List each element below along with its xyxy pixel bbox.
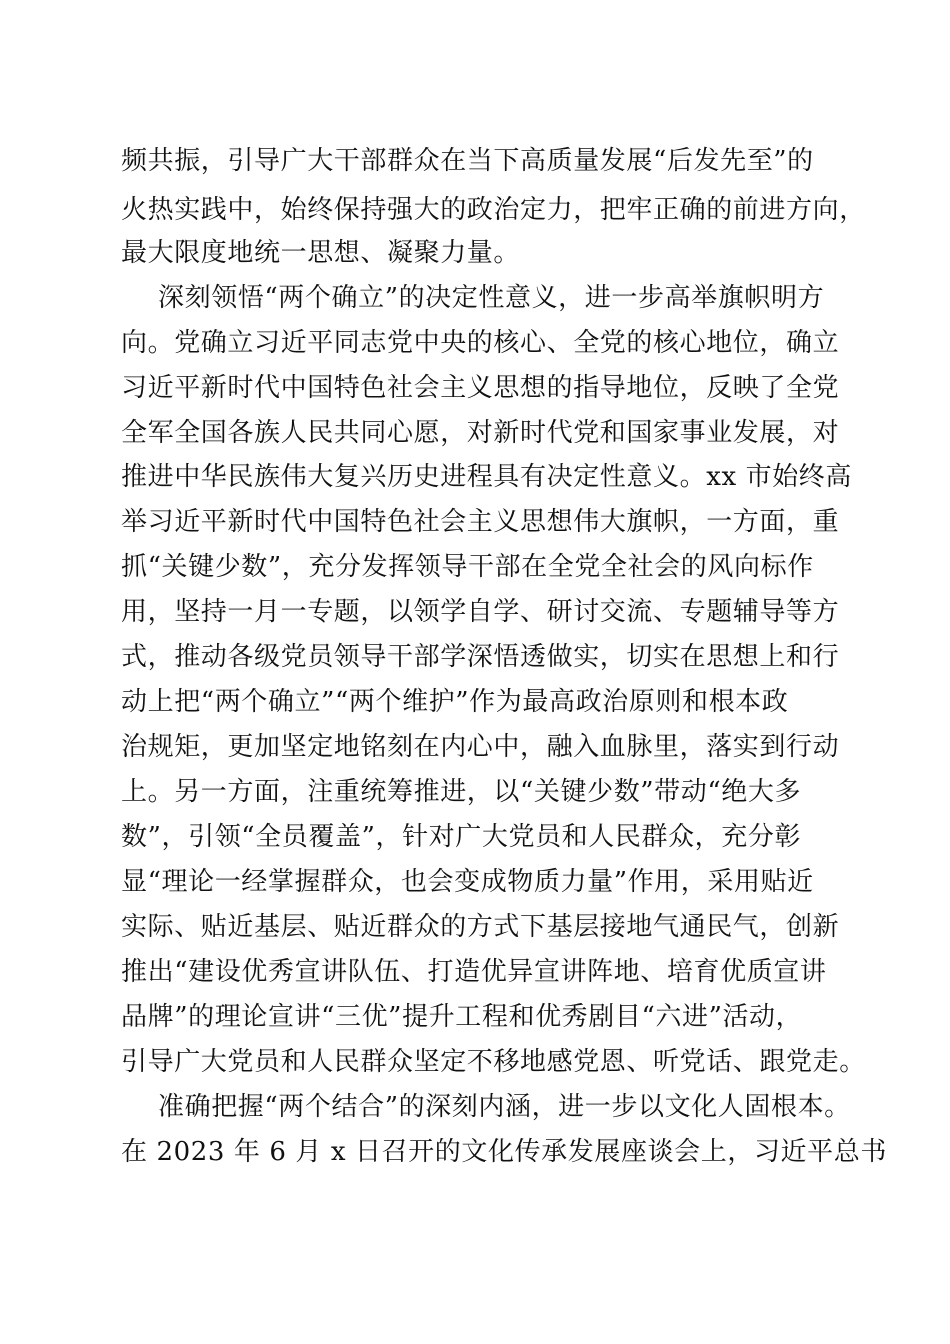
text-line-18: 实际、贴近基层、贴近群众的方式下基层接地气通民气，创新 (121, 912, 840, 942)
text-line-9: 举习近平新时代中国特色社会主义思想伟大旗帜，一方面，重 (121, 507, 840, 537)
text-line-3: 最大限度地统一思想、凝聚力量。 (121, 238, 521, 268)
text-line-2: 火热实践中，始终保持强大的政治定力，把牢正确的前进方向， (121, 195, 866, 225)
text-line-12: 式，推动各级党员领导干部学深悟透做实，切实在思想上和行 (121, 642, 840, 672)
text-line-5: 向。党确立习近平同志党中央的核心、全党的核心地位，确立 (121, 328, 840, 358)
text-line-17: 显“理论一经掌握群众，也会变成物质力量”作用，采用贴近 (121, 867, 814, 897)
paragraph-3-line-1: 准确把握“两个结合”的深刻内涵，进一步以文化人固根本。 (158, 1092, 851, 1122)
text-line-15: 上。另一方面，注重统筹推进，以“关键少数”带动“绝大多 (121, 777, 802, 807)
text-line-6: 习近平新时代中国特色社会主义思想的指导地位，反映了全党 (121, 373, 840, 403)
text-line-7: 全军全国各族人民共同心愿，对新时代党和国家事业发展，对 (121, 418, 840, 448)
text-line-1: 频共振，引导广大干部群众在当下高质量发展“后发先至”的 (121, 146, 814, 176)
text-line-19: 推出“建设优秀宣讲队伍、打造优异宣讲阵地、培育优质宣讲 (121, 957, 827, 987)
text-line-10: 抓“关键少数”，充分发挥领导干部在全党全社会的风向标作 (121, 552, 814, 582)
text-line-23: 在 2023 年 6 月 x 日召开的文化传承发展座谈会上，习近平总书 (121, 1137, 887, 1167)
text-line-11: 用，坚持一月一专题，以领学自学、研讨交流、专题辅导等方 (121, 597, 840, 627)
text-line-16: 数”，引领“全员覆盖”，针对广大党员和人民群众，充分彰 (121, 822, 802, 852)
text-line-21: 引导广大党员和人民群众坚定不移地感党恩、听党话、跟党走。 (121, 1047, 866, 1077)
paragraph-2-line-1: 深刻领悟“两个确立”的决定性意义，进一步高举旗帜明方 (158, 283, 825, 313)
text-line-8: 推进中华民族伟大复兴历史进程具有决定性意义。xx 市始终高 (121, 462, 852, 492)
text-line-13: 动上把“两个确立”“两个维护”作为最高政治原则和根本政 (121, 687, 789, 717)
text-line-20: 品牌”的理论宣讲“三优”提升工程和优秀剧目“六进”活动， (121, 1002, 803, 1032)
text-line-14: 治规矩，更加坚定地铭刻在内心中，融入血脉里，落实到行动 (121, 732, 840, 762)
